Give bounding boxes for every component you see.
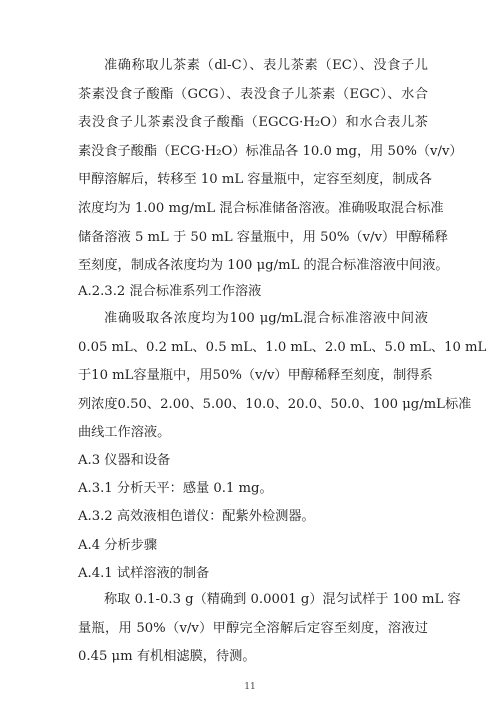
text-line: 素没食子酸酯（ECG·H₂O）标准品各 10.0 mg，用 50%（v/v）	[78, 143, 463, 159]
item-a31: A.3.1 分析天平：感量 0.1 mg。	[78, 481, 273, 496]
heading-a232: A.2.3.2 混合标准系列工作溶液	[78, 284, 262, 299]
text-line: 茶素没食子酸酯（GCG）、表没食子儿茶素（EGC）、水合	[78, 86, 428, 102]
text-line: 量瓶，用 50%（v/v）甲醇完全溶解后定容至刻度，溶液过	[78, 620, 428, 636]
text-line: 甲醇溶解后，转移至 10 mL 容量瓶中，定容至刻度，制成各	[78, 172, 432, 188]
item-a32: A.3.2 高效液相色谱仪：配紫外检测器。	[78, 509, 315, 524]
heading-a3: A.3 仪器和设备	[78, 453, 171, 468]
text-line: 至刻度，制成各浓度均为 100 μg/mL 的混合标准溶液中间液。	[78, 258, 449, 274]
text-line: 表没食子儿茶素没食子酸酯（EGCG·H₂O）和水合表儿茶	[78, 115, 428, 131]
paragraph-working-solutions	[78, 305, 487, 448]
text-line: 准确吸取各浓度均为100 μg/mL混合标准溶液中间液	[104, 311, 428, 326]
text-line: 储备溶液 5 mL 于 50 mL 容量瓶中，用 50%（v/v）甲醇稀释	[78, 229, 448, 245]
text-line: 于10 mL容量瓶中，用50%（v/v）甲醇稀释至刻度，制得系	[78, 368, 433, 384]
heading-a4: A.4 分析步骤	[78, 538, 158, 553]
text-line: 曲线工作溶液。	[78, 425, 171, 441]
text-line: 称取 0.1-0.3 g（精确到 0.0001 g）混匀试样于 100 mL 容	[104, 592, 461, 607]
text-line: 列浓度0.50、2.00、5.00、10.0、20.0、50.0、100 μg/mL标准	[78, 396, 472, 412]
heading-a41: A.4.1 试样溶液的制备	[78, 566, 210, 581]
text-line: 准确称取儿茶素（dl-C）、表儿茶素（EC）、没食子儿	[104, 58, 428, 73]
text-line: 0.45 μm 有机相滤膜，待测。	[78, 649, 256, 665]
paragraph-standard-preparation	[78, 52, 463, 281]
text-line: 浓度均为 1.00 mg/mL 混合标准储备溶液。准确吸取混合标准	[78, 200, 444, 216]
text-line: 0.05 mL、0.2 mL、0.5 mL、1.0 mL、2.0 mL、5.0 mL、10 mL	[78, 339, 487, 355]
page-number: 11	[244, 682, 256, 692]
paragraph-sample-preparation	[78, 586, 461, 672]
